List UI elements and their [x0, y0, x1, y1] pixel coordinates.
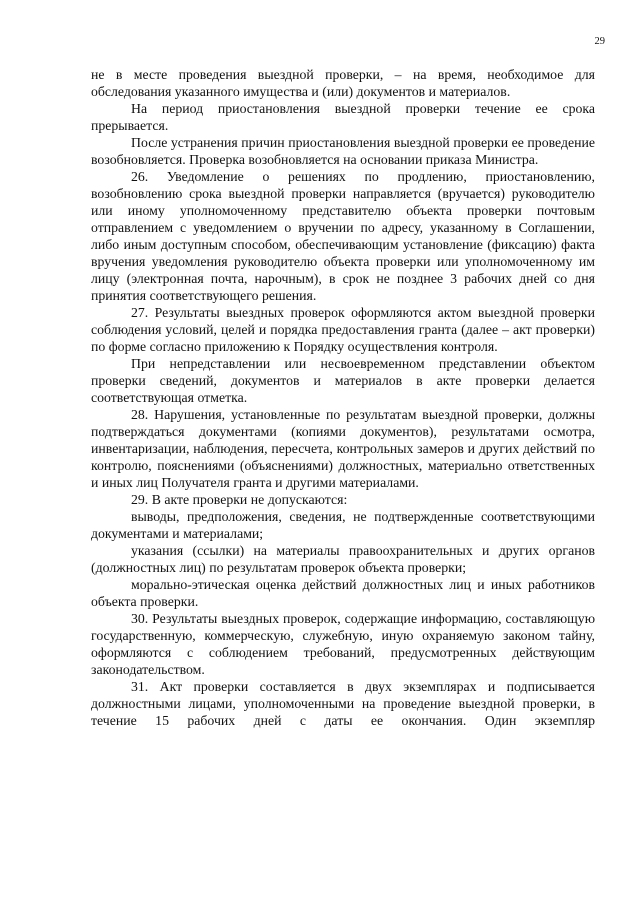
paragraph: При непредставлении или несвоевременном представлении объектом проверки сведений, документов и материалов в акте проверки делается соответствующая отметка. — [91, 356, 595, 405]
paragraph: 29. В акте проверки не допускаются: — [131, 492, 348, 507]
paragraph: 28. Нарушения, установленные по результатам выездной проверки, должны подтверждаться документами (копиями документов), результатами осмотра, инвентаризации, наблюдения, пересчета, контрольных замеров и других действий по контролю, пояснениями (объяснениями) должностных, материально ответственных и иных лиц Получателя гранта и другими материалами. — [91, 407, 595, 490]
paragraph: 26. Уведомление о решениях по продлению, приостановлению, возобновлению срока выездной проверки направляется (вручается) руководителю или иному уполномоченному представителю объекта проверки почтовым отправлением с уведомлением о вручении по адресу, указанному в Соглашении, либо иным доступным способом, обеспечивающим установление (фиксацию) факта вручения уведомления руководителю объекта проверки или уполномоченному им лицу (электронная почта, нарочным), в срок не позднее 3 рабочих дней со дня принятия соответствующего решения. — [91, 169, 595, 303]
paragraph: 30. Результаты выездных проверок, содержащие информацию, составляющую государственную, коммерческую, служебную, иную охраняемую законом тайну, оформляются с соблюдением требований, предусмотренных действующим законодательством. — [91, 611, 595, 677]
paragraph: 31. Акт проверки составляется в двух экземплярах и подписывается должностными лицами, уполномоченными на проведение выездной проверки, в течение 15 рабочих дней с даты ее окончания. Один экземпляр — [91, 679, 595, 728]
paragraph: указания (ссылки) на материалы правоохранительных и других органов (должностных лиц) по результатам проверок объекта проверки; — [91, 543, 595, 575]
page-number: 29 — [594, 36, 605, 47]
paragraph: морально-этическая оценка действий должностных лиц и иных работников объекта проверки. — [91, 577, 595, 609]
paragraph: На период приостановления выездной проверки течение ее срока прерывается. — [91, 101, 595, 133]
document-body — [91, 66, 595, 729]
paragraph: 27. Результаты выездных проверок оформляются актом выездной проверки соблюдения условий, целей и порядка предоставления гранта (далее – акт проверки) по форме согласно приложению к Порядку осуществления контроля. — [91, 305, 595, 354]
paragraph: После устранения причин приостановления выездной проверки ее проведение возобновляется. Проверка возобновляется на основании приказа Министра. — [91, 135, 595, 167]
paragraph: не в месте проведения выездной проверки, – на время, необходимое для обследования указанного имущества и (или) документов и материалов. — [91, 67, 595, 99]
paragraph: выводы, предположения, сведения, не подтвержденные соответствующими документами и материалами; — [91, 509, 595, 541]
